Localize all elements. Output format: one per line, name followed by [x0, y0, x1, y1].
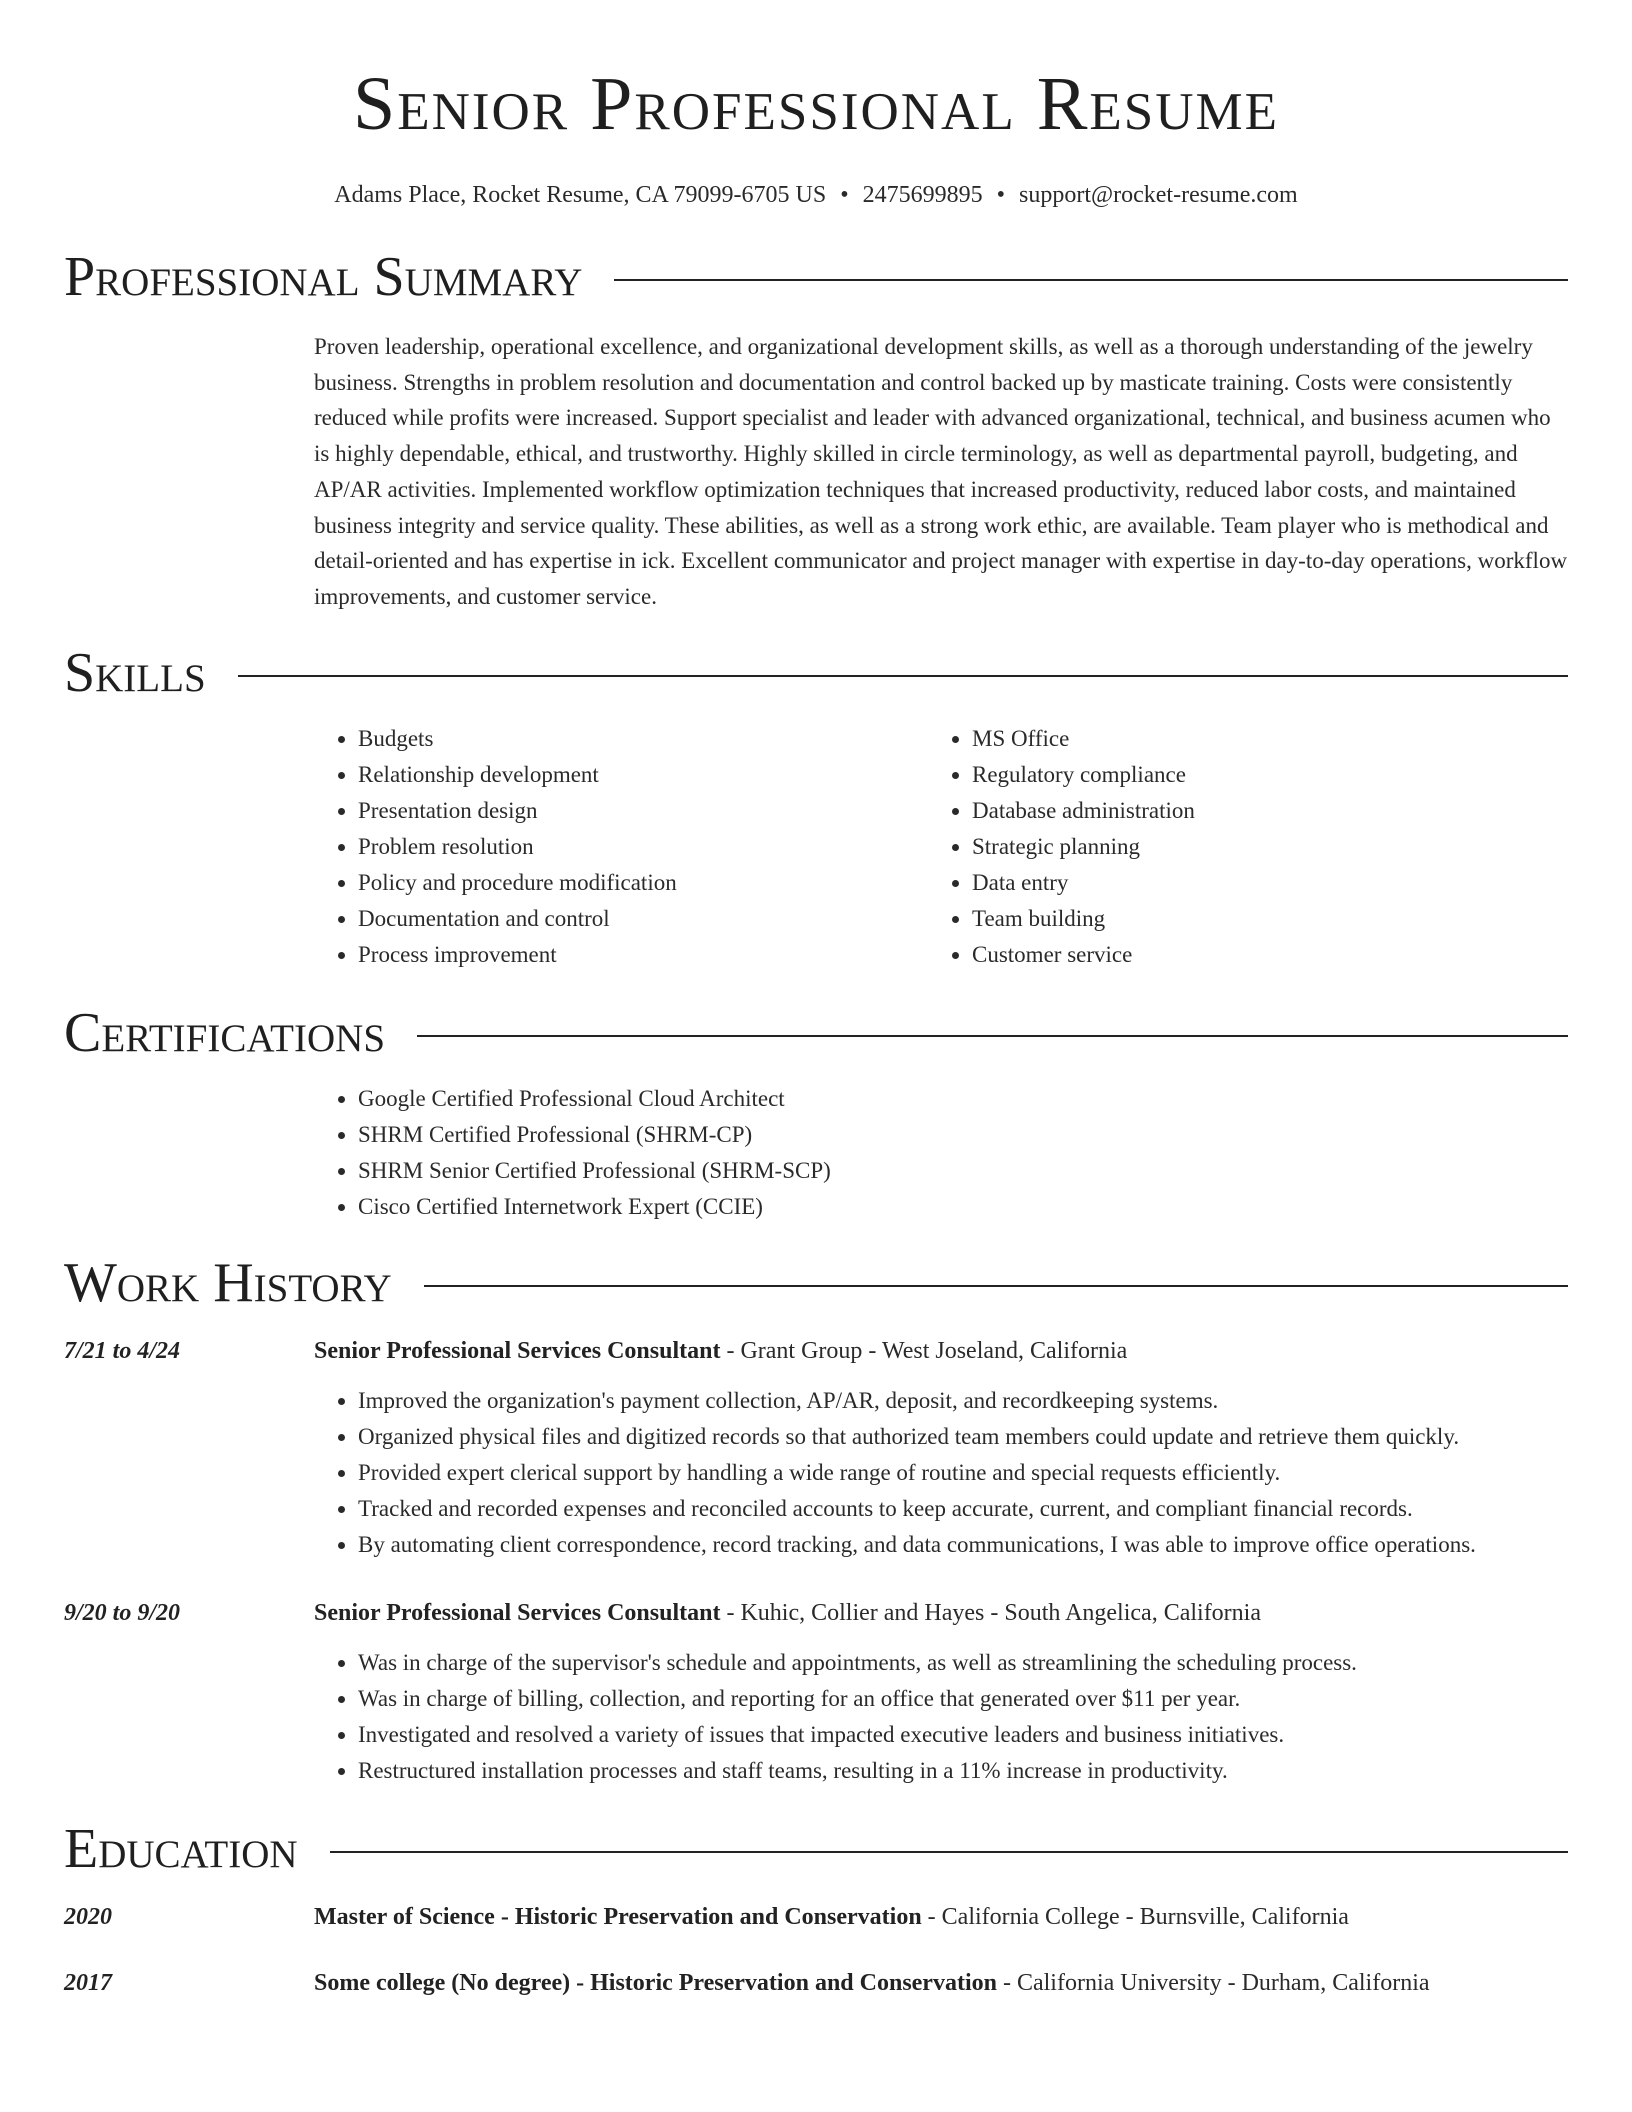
summary-heading: Professional Summary — [64, 246, 583, 308]
job-responsibilities — [314, 1645, 1568, 1789]
skill-item: • MS Office — [972, 721, 1542, 757]
education-heading: Education — [64, 1817, 298, 1880]
skill-item: • Policy and procedure modification — [358, 865, 928, 901]
job-bullet: • Was in charge of billing, collection, and reporting for an office that generated over $11 per year. — [358, 1681, 1568, 1717]
skill-item: • Relationship development — [358, 757, 928, 793]
certifications-list — [314, 1081, 1568, 1225]
resume-title: Senior Professional Resume — [352, 62, 1280, 146]
skills-section-header — [64, 641, 1568, 705]
contact-line — [64, 182, 1568, 209]
contact-address: Adams Place, Rocket Resume, CA 79099-6705 US — [334, 182, 827, 208]
skill-item: • Data entry — [972, 865, 1542, 901]
job-employer-location: - Grant Group - West Joseland, California — [720, 1337, 1128, 1364]
job-bullet: • Provided expert clerical support by handling a wide range of routine and special requests efficiently. — [358, 1455, 1568, 1491]
skills-column-left — [314, 721, 928, 973]
job-dates: 9/20 to 9/20 — [64, 1599, 181, 1626]
job-title: Senior Professional Services Consultant — [314, 1599, 721, 1626]
skills-list — [314, 721, 1568, 973]
skill-item: • Presentation design — [358, 793, 928, 829]
section-divider — [330, 1851, 1568, 1853]
skill-item: • Regulatory compliance — [972, 757, 1542, 793]
job-bullet: • Organized physical files and digitized records so that authorized team members could update and retrieve them quickly. — [358, 1419, 1568, 1455]
job-bullet: • Tracked and recorded expenses and reconciled accounts to keep accurate, current, and compliant financial records. — [358, 1491, 1568, 1527]
job-bullet: • Investigated and resolved a variety of issues that impacted executive leaders and business initiatives. — [358, 1717, 1568, 1753]
skills-heading: Skills — [64, 641, 206, 704]
education-section-header — [64, 1817, 1568, 1881]
job-dates: 7/21 to 4/24 — [64, 1337, 181, 1364]
contact-separator: • — [840, 182, 849, 208]
skill-item: • Database administration — [972, 793, 1542, 829]
education-entry — [64, 1965, 1568, 2001]
section-divider — [424, 1285, 1568, 1287]
contact-phone: 2475699895 — [862, 182, 983, 208]
job-bullet: • Was in charge of the supervisor's schedule and appointments, as well as streamlining the scheduling process. — [358, 1645, 1568, 1681]
certification-item: • SHRM Certified Professional (SHRM-CP) — [358, 1117, 1568, 1153]
job-header — [64, 1333, 1568, 1369]
skill-item: • Documentation and control — [358, 901, 928, 937]
skill-item: • Budgets — [358, 721, 928, 757]
job-bullet: • Restructured installation processes and staff teams, resulting in a 11% increase in productivity. — [358, 1753, 1568, 1789]
work-history-section-header — [64, 1251, 1568, 1315]
contact-email: support@rocket-resume.com — [1019, 182, 1298, 208]
skill-item: • Strategic planning — [972, 829, 1542, 865]
certification-item: • Google Certified Professional Cloud Architect — [358, 1081, 1568, 1117]
job-entry — [64, 1333, 1568, 1563]
certifications-section-header — [64, 1001, 1568, 1065]
education-school-location: - California University - Durham, California — [996, 1969, 1430, 1996]
skills-column-right — [928, 721, 1542, 973]
job-employer-location: - Kuhic, Collier and Hayes - South Angelica, California — [720, 1599, 1261, 1626]
education-year: 2020 — [64, 1903, 112, 1930]
work-history-heading: Work History — [64, 1251, 392, 1314]
job-bullet: • By automating client correspondence, record tracking, and data communications, I was able to improve office operations. — [358, 1527, 1568, 1563]
contact-separator: • — [996, 182, 1006, 208]
skill-item: • Team building — [972, 901, 1542, 937]
certification-item: • SHRM Senior Certified Professional (SHRM-SCP) — [358, 1153, 1568, 1189]
education-degree: Some college (No degree) - Historic Preservation and Conservation — [314, 1969, 997, 1996]
education-row — [64, 1899, 1568, 1935]
job-header — [64, 1595, 1568, 1631]
education-entry — [64, 1899, 1568, 1935]
job-entry — [64, 1595, 1568, 1789]
skill-item: • Problem resolution — [358, 829, 928, 865]
job-title: Senior Professional Services Consultant — [314, 1337, 721, 1364]
education-school-location: - California College - Burnsville, California — [921, 1903, 1349, 1930]
summary-text: Proven leadership, operational excellence, and organizational development skills, as well as a thorough understanding of the jewelry business. Strengths in problem resolution and documentation and control backed up by masticate training. Costs were consistently reduced while profits were increased. Support specialist and leader with advanced organizational, technical, and business acumen who is highly dependable, ethical, and trustworthy. Highly skilled in circle terminology, as well as departmental payroll, budgeting, and AP/AR activities. Implemented workflow optimization techniques that increased productivity, reduced labor costs, and maintained business integrity and service quality. These abilities, as well as a strong work ethic, are available. Team player who is methodical and detail-oriented and has expertise in ick. Excellent communicator and project manager with expertise in day-to-day operations, workflow improvements, and customer service. — [314, 334, 1568, 609]
section-divider — [417, 1035, 1568, 1037]
job-bullet: • Improved the organization's payment collection, AP/AR, deposit, and recordkeeping systems. — [358, 1383, 1568, 1419]
section-divider — [614, 279, 1568, 281]
certifications-heading: Certifications — [64, 1001, 386, 1064]
education-year: 2017 — [64, 1969, 112, 1996]
skill-item: • Customer service — [972, 937, 1542, 973]
job-responsibilities — [314, 1383, 1568, 1563]
summary-section-header — [64, 245, 1568, 309]
education-degree: Master of Science - Historic Preservation and Conservation — [314, 1903, 922, 1930]
education-row — [64, 1965, 1568, 2001]
skill-item: • Process improvement — [358, 937, 928, 973]
section-divider — [238, 675, 1568, 677]
certification-item: • Cisco Certified Internetwork Expert (CCIE) — [358, 1189, 1568, 1225]
